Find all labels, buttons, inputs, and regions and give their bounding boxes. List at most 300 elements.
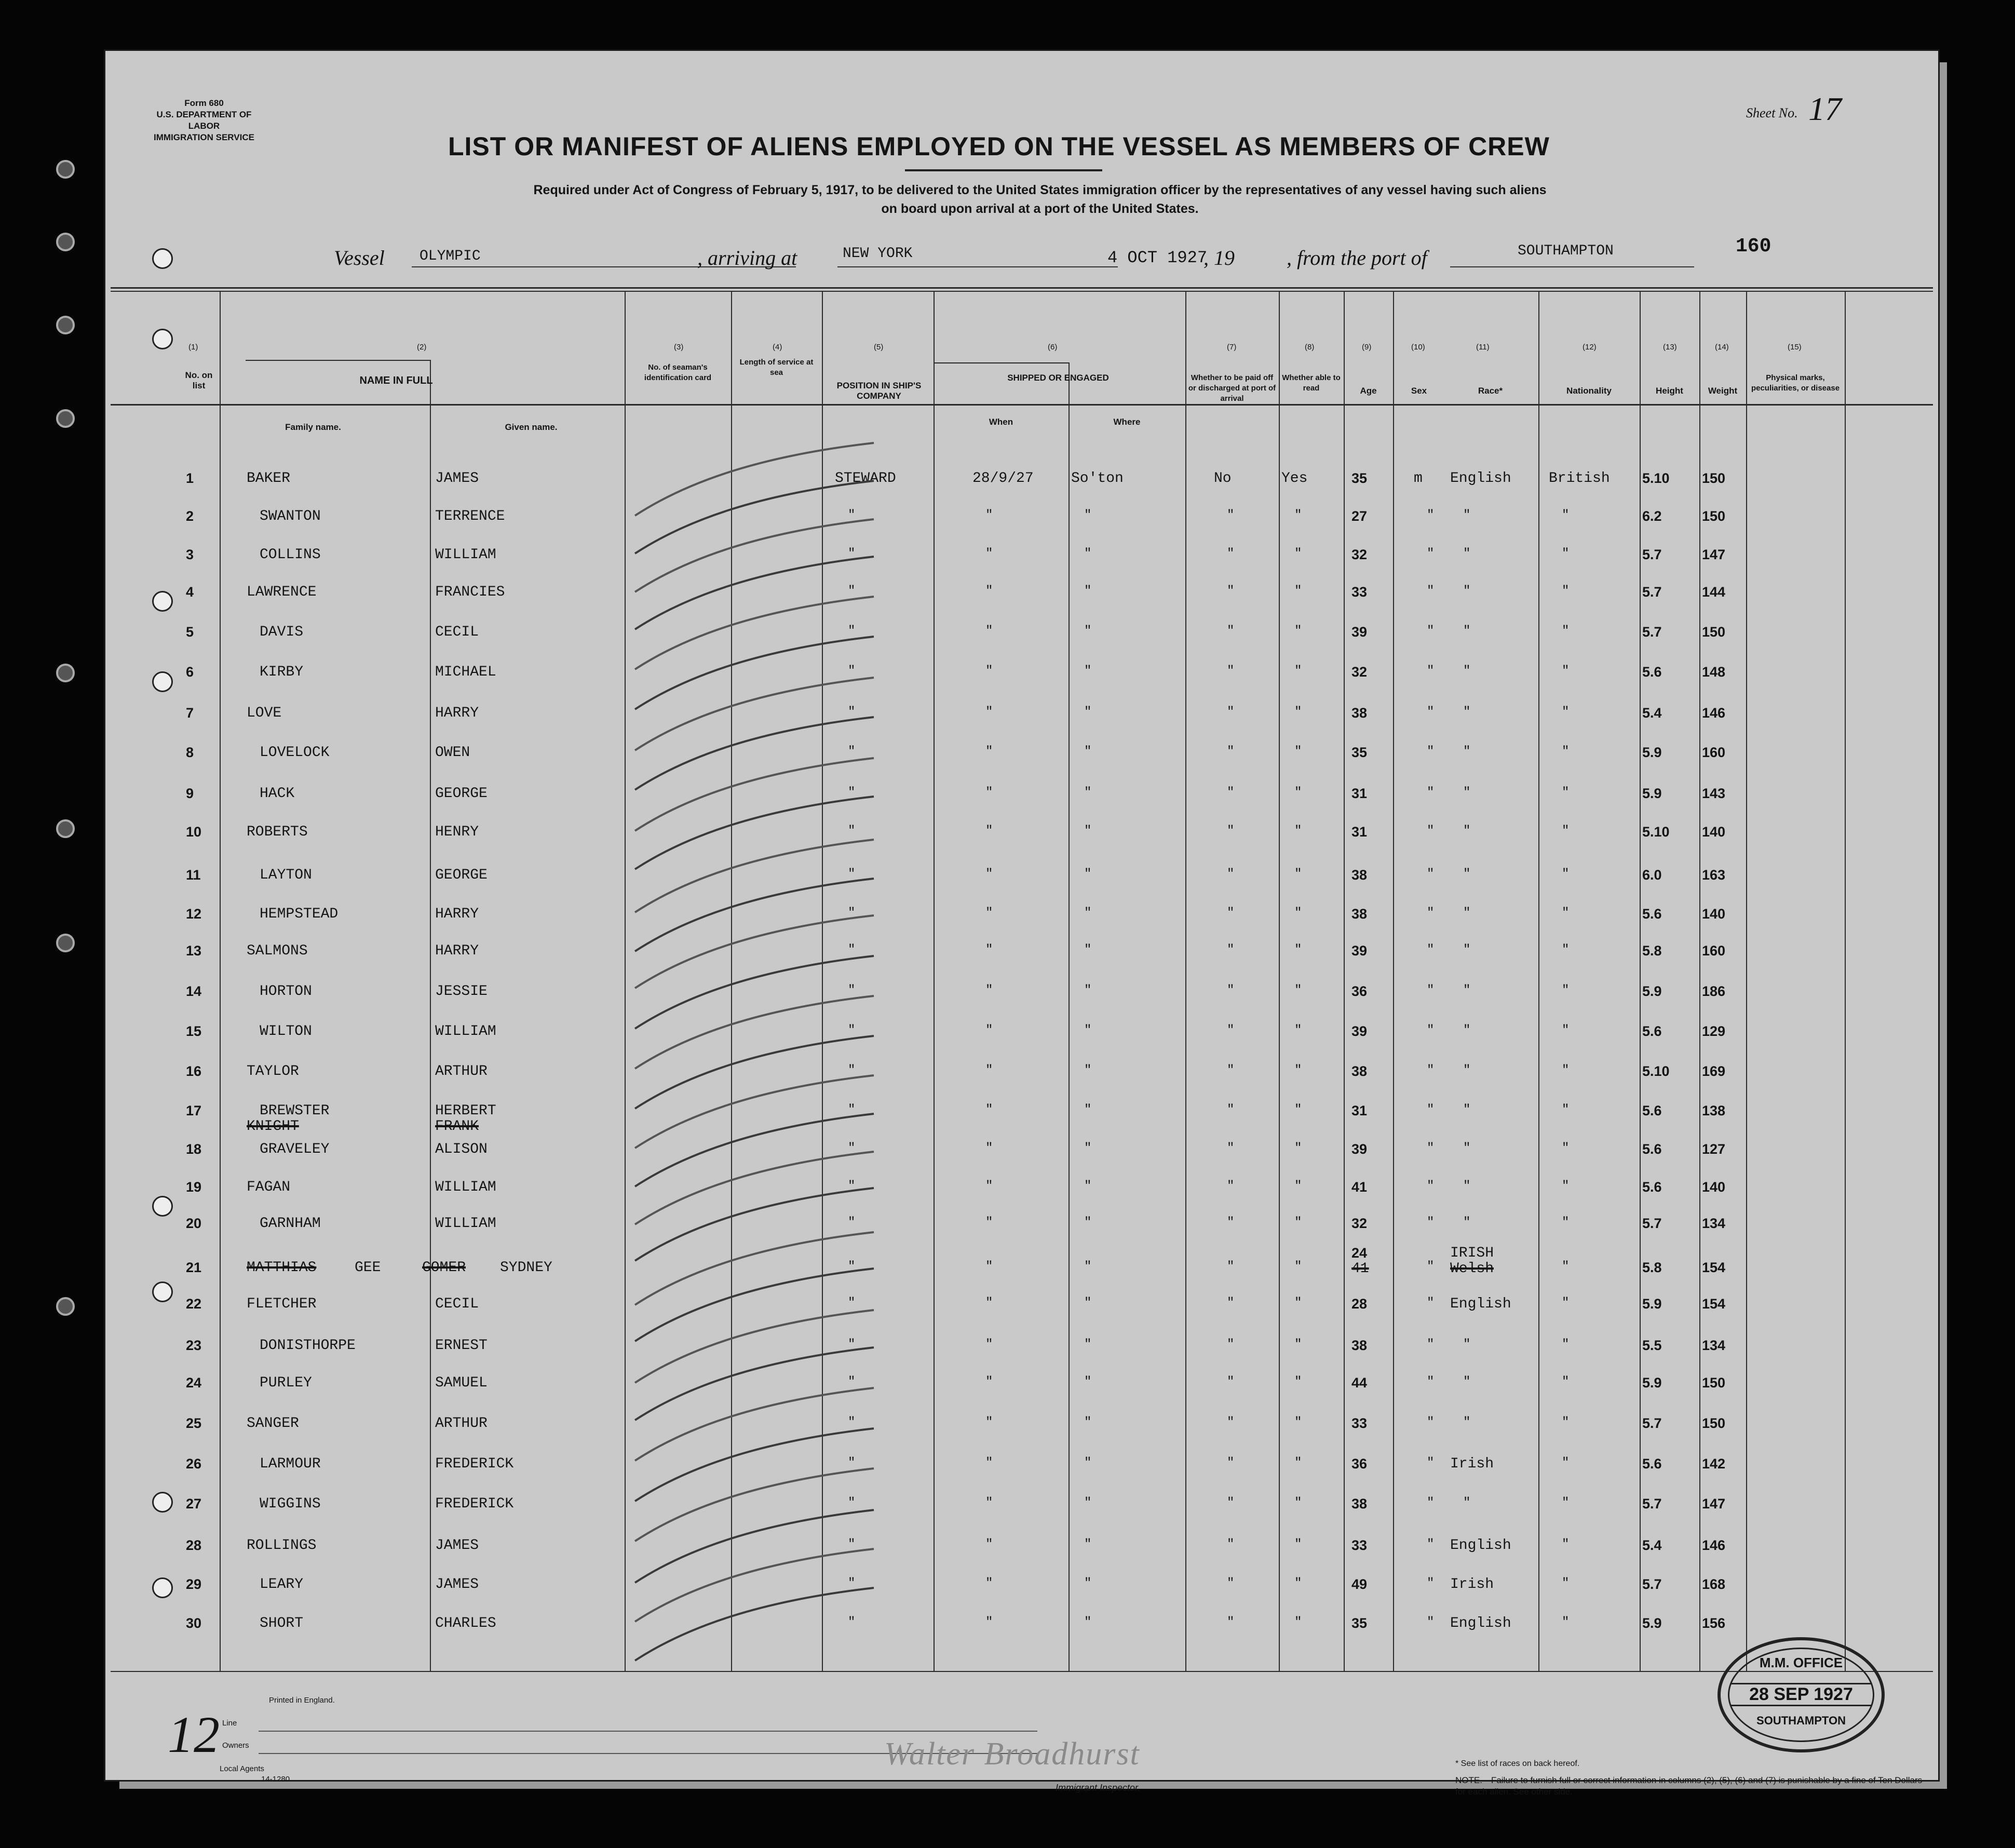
header-length-service: Length of service at sea (739, 358, 814, 377)
height: 5.9 (1642, 1296, 1662, 1312)
weight: 150 (1702, 1415, 1726, 1431)
shipped-when: " (985, 943, 993, 957)
shipped-when: " (985, 705, 993, 719)
race: " (1463, 943, 1471, 957)
race: English (1450, 470, 1511, 487)
age: 33 (1351, 1415, 1368, 1431)
shipped-when: " (985, 1456, 993, 1470)
age: 38 (1351, 906, 1368, 922)
race: " (1463, 824, 1471, 838)
age: 49 (1351, 1576, 1368, 1592)
sex: " (1427, 1576, 1435, 1590)
able-to-read: " (1294, 664, 1302, 678)
col-number: (2) (417, 343, 427, 352)
row-number: 18 (186, 1141, 202, 1157)
struck-family: MATTHIAS (247, 1260, 317, 1276)
paid-off: " (1227, 1576, 1235, 1590)
table-top-rule (111, 287, 1933, 289)
page-title: LIST OR MANIFEST OF ALIENS EMPLOYED ON THE VESSEL AS MEMBERS OF CREW (448, 132, 1550, 161)
given-name: SAMUEL (435, 1375, 488, 1391)
form-code: 14-1280 (261, 1775, 290, 1784)
family-name: KIRBY (260, 664, 304, 680)
race: " (1463, 1141, 1471, 1155)
nationality: " (1562, 1063, 1570, 1077)
table-row (105, 1338, 1938, 1354)
shipped-where: " (1084, 1063, 1092, 1077)
family-name: SHORT (260, 1615, 304, 1631)
row-number: 28 (186, 1537, 202, 1553)
sex: " (1427, 745, 1435, 759)
race: " (1463, 705, 1471, 719)
shipped-when: " (985, 1496, 993, 1510)
given-name: WILLIAM (435, 1179, 496, 1195)
age: 32 (1351, 664, 1368, 680)
col-divider (1699, 291, 1700, 1672)
given-name: WILLIAM (435, 1216, 496, 1232)
shipped-when: " (985, 786, 993, 800)
subtitle (261, 181, 1819, 218)
given-name: GEORGE (435, 786, 488, 802)
header-position: POSITION IN SHIP'S COMPANY (836, 381, 922, 401)
weight: 134 (1702, 1216, 1726, 1231)
form-header (147, 98, 261, 143)
id-card-stroke (635, 1588, 874, 1661)
family-name: BREWSTER (260, 1103, 330, 1119)
able-to-read: " (1294, 1496, 1302, 1510)
sex: " (1427, 1537, 1435, 1552)
col-divider (220, 291, 221, 1672)
age: 33 (1351, 1537, 1368, 1553)
family-name: WIGGINS (260, 1496, 321, 1512)
col-number: (14) (1715, 343, 1729, 352)
race: " (1463, 664, 1471, 678)
vessel-label: Vessel (334, 246, 385, 269)
height: 5.7 (1642, 1216, 1662, 1231)
shipped-when: " (985, 1338, 993, 1352)
family-name: HACK (260, 786, 295, 802)
col-number: (10) (1411, 343, 1425, 352)
able-to-read: " (1294, 1103, 1302, 1117)
family-name: LAYTON (260, 867, 312, 883)
header-no-on-list: No. on list (185, 370, 213, 390)
stamp-bottom: SOUTHAMPTON (1756, 1714, 1846, 1727)
family-name: BAKER (247, 470, 291, 487)
height: 5.6 (1642, 906, 1662, 922)
sex: " (1427, 1103, 1435, 1117)
punch-hole (152, 248, 173, 269)
header-physical: Physical marks, peculiarities, or disease (1751, 373, 1840, 393)
paid-off: " (1227, 705, 1235, 719)
age: 24 (1351, 1245, 1368, 1261)
race: " (1463, 584, 1471, 598)
shipped-when: " (985, 867, 993, 881)
col-number: (3) (674, 343, 684, 352)
position: " (848, 624, 856, 638)
age: 32 (1351, 1216, 1368, 1231)
header-family-name: Family name. (285, 422, 341, 432)
age: 39 (1351, 1141, 1368, 1157)
row-number: 17 (186, 1103, 202, 1118)
departure-port: SOUTHAMPTON (1518, 243, 1614, 259)
shipped-where: " (1084, 824, 1092, 838)
fine-note: NOTE.—Failure to furnish full or correct information in columns (2), (5), (6) and (7) is punishable by a fine of Ten Dollars for each alien. See other side. (1455, 1775, 1923, 1797)
header-when: When (989, 417, 1013, 427)
sex: " (1427, 1063, 1435, 1077)
paid-off: " (1227, 1260, 1235, 1274)
given-name: HARRY (435, 943, 479, 959)
weight: 148 (1702, 664, 1726, 680)
paid-off: " (1227, 906, 1235, 920)
position: " (848, 705, 856, 719)
col-divider (1185, 291, 1186, 1672)
weight: 156 (1702, 1615, 1726, 1631)
height: 5.5 (1642, 1338, 1662, 1353)
given-name: HARRY (435, 906, 479, 922)
height: 5.6 (1642, 1141, 1662, 1157)
able-to-read: " (1294, 867, 1302, 881)
table-row (105, 1375, 1938, 1391)
id-card-stroke (635, 1188, 874, 1261)
given-name: SYDNEY (500, 1260, 552, 1276)
age: 35 (1351, 470, 1368, 486)
col-number: (1) (188, 343, 198, 352)
col-number: (4) (773, 343, 782, 352)
binder-ring (56, 664, 75, 682)
height: 5.7 (1642, 547, 1662, 562)
punch-hole (152, 1196, 173, 1217)
table-row (105, 943, 1938, 959)
age: 39 (1351, 624, 1368, 640)
shipped-where: " (1084, 1179, 1092, 1193)
weight: 147 (1702, 547, 1726, 562)
age: 44 (1351, 1375, 1368, 1391)
row-number: 25 (186, 1415, 202, 1431)
family-name: TAYLOR (247, 1063, 299, 1080)
col-divider (1746, 291, 1747, 1672)
shipped-when: " (985, 1179, 993, 1193)
shipped-where: " (1084, 1537, 1092, 1552)
row-number: 21 (186, 1260, 202, 1275)
position: " (848, 1496, 856, 1510)
col-number: (7) (1227, 343, 1237, 352)
col-number: (11) (1476, 343, 1490, 352)
header-given-name: Given name. (505, 422, 558, 432)
form-number: Form 680 (184, 98, 224, 108)
height: 5.6 (1642, 1179, 1662, 1195)
subtitle-line-2: on board upon arrival at a port of the United States. (881, 201, 1199, 216)
able-to-read: " (1294, 1023, 1302, 1037)
able-to-read: " (1294, 547, 1302, 561)
nationality: " (1562, 1179, 1570, 1193)
weight: 146 (1702, 705, 1726, 721)
age: 36 (1351, 1456, 1368, 1472)
race: English (1450, 1615, 1511, 1631)
position: " (848, 1576, 856, 1590)
family-name: SALMONS (247, 943, 308, 959)
table-row (105, 1245, 1938, 1277)
id-card-stroke (635, 1152, 874, 1224)
row-number: 12 (186, 906, 202, 922)
position: " (848, 983, 856, 997)
handwritten-number: 12 (168, 1706, 220, 1763)
position: " (848, 1023, 856, 1037)
binder-ring (56, 934, 75, 952)
shipped-where: " (1084, 1023, 1092, 1037)
col-divider (934, 291, 935, 1672)
header-sex: Sex (1411, 386, 1427, 396)
family-name: HORTON (260, 983, 312, 1000)
weight: 160 (1702, 745, 1726, 760)
sex: " (1427, 508, 1435, 522)
row-number: 8 (186, 745, 194, 760)
table-row (105, 745, 1938, 761)
sex: " (1427, 1375, 1435, 1389)
race: " (1463, 1375, 1471, 1389)
age: 38 (1351, 867, 1368, 883)
shipped-when: " (985, 1216, 993, 1230)
given-name: JAMES (435, 470, 479, 487)
punch-hole (152, 1492, 173, 1513)
header-id-card: No. of seaman's identification card (644, 363, 712, 382)
able-to-read: " (1294, 1260, 1302, 1274)
paid-off: " (1227, 1615, 1235, 1629)
owners-label: Owners (222, 1741, 249, 1750)
shipped-when: " (985, 1375, 993, 1389)
sex: " (1427, 1296, 1435, 1310)
nationality: " (1562, 786, 1570, 800)
race: " (1463, 786, 1471, 800)
able-to-read: " (1294, 745, 1302, 759)
row-number: 4 (186, 584, 194, 600)
shipped-when: " (985, 824, 993, 838)
family-name: LOVE (247, 705, 282, 721)
header-able-read: Whether able to read (1282, 373, 1341, 393)
nationality: " (1562, 1023, 1570, 1037)
position: " (848, 786, 856, 800)
header-weight: Weight (1708, 386, 1738, 396)
id-card-stroke (635, 481, 874, 554)
weight: 140 (1702, 906, 1726, 922)
paid-off: " (1227, 624, 1235, 638)
height: 5.7 (1642, 1576, 1662, 1592)
id-card-stroke (635, 1075, 874, 1148)
age: 35 (1351, 1615, 1368, 1631)
id-card-stroke (635, 1269, 874, 1341)
age: 35 (1351, 745, 1368, 760)
shipped-where: " (1084, 1375, 1092, 1389)
row-number: 27 (186, 1496, 202, 1512)
row-number: 6 (186, 664, 194, 680)
height: 5.8 (1642, 1260, 1662, 1275)
race: " (1463, 508, 1471, 522)
nationality: " (1562, 745, 1570, 759)
age: 38 (1351, 1338, 1368, 1353)
nationality: " (1562, 1296, 1570, 1310)
age: 28 (1351, 1296, 1368, 1312)
col-divider (1344, 291, 1345, 1672)
race: Irish (1450, 1576, 1494, 1593)
age: 36 (1351, 983, 1368, 999)
table-row (105, 786, 1938, 802)
paid-off: " (1227, 1179, 1235, 1193)
binder-ring (56, 316, 75, 334)
given-name: HERBERT (435, 1103, 496, 1119)
position: " (848, 1141, 856, 1155)
nationality: " (1562, 1615, 1570, 1629)
nationality: " (1562, 1375, 1570, 1389)
line-label: Line (222, 1719, 237, 1728)
shipped-when: " (985, 1260, 993, 1274)
weight: 154 (1702, 1260, 1726, 1275)
col-number: (13) (1663, 343, 1677, 352)
position: " (848, 1260, 856, 1274)
position: " (848, 584, 856, 598)
row-number: 16 (186, 1063, 202, 1079)
height: 5.10 (1642, 470, 1670, 486)
family-name: FLETCHER (247, 1296, 317, 1312)
row-number: 3 (186, 547, 194, 562)
paid-off: No (1214, 470, 1232, 487)
paid-off: " (1227, 1338, 1235, 1352)
given-name: ARTHUR (435, 1063, 488, 1080)
row-number: 24 (186, 1375, 202, 1391)
shipped-where: " (1084, 943, 1092, 957)
nationality: " (1562, 1260, 1570, 1274)
weight: 154 (1702, 1296, 1726, 1312)
height: 5.9 (1642, 1375, 1662, 1391)
binder-ring (56, 160, 75, 179)
paid-off: " (1227, 1415, 1235, 1429)
paid-off: " (1227, 983, 1235, 997)
family-name: SANGER (247, 1415, 299, 1432)
able-to-read: " (1294, 786, 1302, 800)
id-card-stroke (635, 443, 874, 516)
given-name: ERNEST (435, 1338, 488, 1354)
sex: " (1427, 705, 1435, 719)
given-name: CHARLES (435, 1615, 496, 1631)
header-bottom-rule (111, 404, 1933, 406)
age: 38 (1351, 1063, 1368, 1079)
shipped-where: " (1084, 664, 1092, 678)
able-to-read: Yes (1281, 470, 1308, 487)
able-to-read: " (1294, 1141, 1302, 1155)
from-label: , from the port of (1287, 246, 1427, 269)
binder-ring (56, 233, 75, 251)
height: 5.6 (1642, 664, 1662, 680)
weight: 140 (1702, 1179, 1726, 1195)
paid-off: " (1227, 824, 1235, 838)
row-number: 5 (186, 624, 194, 640)
col-divider (1538, 291, 1539, 1672)
table-row (105, 824, 1938, 840)
nationality: " (1562, 1456, 1570, 1470)
table-row (105, 1456, 1938, 1472)
weight: 142 (1702, 1456, 1726, 1472)
nationality: " (1562, 705, 1570, 719)
position: STEWARD (835, 470, 896, 487)
paid-off: " (1227, 745, 1235, 759)
position: " (848, 664, 856, 678)
agents-label: Local Agents (220, 1764, 264, 1773)
table-row (105, 547, 1938, 563)
year-label: , 19 (1203, 246, 1235, 269)
able-to-read: " (1294, 508, 1302, 522)
paid-off: " (1227, 664, 1235, 678)
given-name: WILLIAM (435, 547, 496, 563)
shipped-when: " (985, 508, 993, 522)
able-to-read: " (1294, 705, 1302, 719)
arrival-port: NEW YORK (843, 246, 913, 262)
height: 5.6 (1642, 1103, 1662, 1118)
col-divider (1279, 291, 1280, 1672)
inspector-label: Immigrant Inspector. (1056, 1783, 1141, 1793)
family-name: LAWRENCE (247, 584, 317, 600)
height: 6.2 (1642, 508, 1662, 524)
nationality: " (1562, 824, 1570, 838)
row-number: 19 (186, 1179, 202, 1195)
nationality: " (1562, 983, 1570, 997)
able-to-read: " (1294, 1179, 1302, 1193)
paid-off: " (1227, 1375, 1235, 1389)
arriving-label: , arriving at (697, 246, 797, 269)
weight: 138 (1702, 1103, 1726, 1118)
race: " (1463, 983, 1471, 997)
paid-off: " (1227, 786, 1235, 800)
given-name: FRANCIES (435, 584, 505, 600)
shipped-where: " (1084, 547, 1092, 561)
able-to-read: " (1294, 1537, 1302, 1552)
shipped-where: " (1084, 983, 1092, 997)
family-name: DONISTHORPE (260, 1338, 356, 1354)
race: English (1450, 1296, 1511, 1312)
paid-off: " (1227, 1537, 1235, 1552)
weight: 169 (1702, 1063, 1726, 1079)
given-name: CECIL (435, 1296, 479, 1312)
arrival-date: 4 OCT 1927 (1107, 248, 1208, 267)
header-race: Race* (1478, 386, 1503, 396)
given-name: WILLIAM (435, 1023, 496, 1040)
height: 5.10 (1642, 824, 1670, 840)
paid-off: " (1227, 508, 1235, 522)
id-card-stroke (635, 1232, 874, 1305)
sex: " (1427, 943, 1435, 957)
shipped-where: " (1084, 1296, 1092, 1310)
shipped-where: " (1084, 508, 1092, 522)
paid-off: " (1227, 943, 1235, 957)
given-name: OWEN (435, 745, 470, 761)
given-name: JAMES (435, 1537, 479, 1554)
weight: 150 (1702, 624, 1726, 640)
height: 5.7 (1642, 1496, 1662, 1512)
col-number: (6) (1048, 343, 1058, 352)
col-divider (1393, 291, 1394, 1672)
paid-off: " (1227, 547, 1235, 561)
struck-age: 41 (1351, 1261, 1369, 1277)
race: " (1463, 624, 1471, 638)
sex: " (1427, 1615, 1435, 1629)
subtitle-line-1: Required under Act of Congress of February 5, 1917, to be delivered to the United States immigration officer by the representatives of any vessel having such aliens (533, 183, 1547, 197)
race: " (1463, 745, 1471, 759)
header-shipped: SHIPPED OR ENGAGED (1007, 373, 1109, 383)
shipped-when: " (985, 1063, 993, 1077)
col-number: (12) (1583, 343, 1597, 352)
race: " (1463, 547, 1471, 561)
height: 5.4 (1642, 705, 1662, 721)
id-card-stroke (635, 797, 874, 869)
sex: " (1427, 584, 1435, 598)
binder-ring (56, 409, 75, 428)
shipped-where: " (1084, 1456, 1092, 1470)
